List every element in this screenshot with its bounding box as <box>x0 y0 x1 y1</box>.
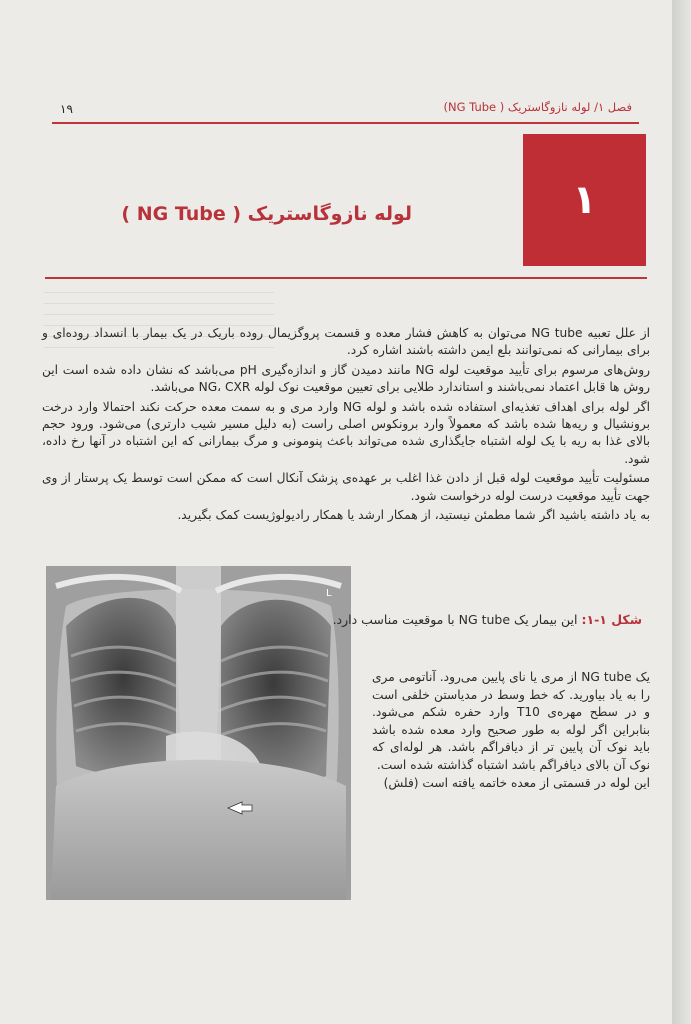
running-header <box>52 98 647 120</box>
chapter-rule <box>45 277 647 279</box>
body-text <box>42 325 650 526</box>
page-number: ۱۹ <box>60 102 73 116</box>
running-header-title: فصل ۱/ لوله نازوگاستریک ( NG Tube) <box>443 100 632 114</box>
paragraph: از علل تعبیه NG tube می‌توان به کاهش فشار معده و قسمت پروگزیمال روده باریک در یک بیمار با انسداد روده‌ای و برای بیمارانی که نمی‌توانند بلع ایمن داشته باشند اشاره کرد. <box>42 326 650 358</box>
xray-drawing <box>46 566 351 900</box>
paragraph: این لوله در قسمتی از معده خاتمه یافته است (فلش) <box>383 775 650 790</box>
paragraph: روش‌های مرسوم برای تأیید موقعیت لوله NG مانند دمیدن گاز و اندازه‌گیری pH می‌باشد که نشان داده شده است این روش ها قابل اعتماد نمی‌باشند و استاندارد طلایی برای تعیین موقعیت نوک لوله NG، CXR می‌باشد. <box>42 362 650 395</box>
paragraph: یک NG tube از مری یا نای پایین می‌رود. آناتومی مری را به یاد بیاورید. که خط وسط در مدیاستن خلفی است و در سطح مهره‌ی T10 وارد حفره شکم می‌شود. بنابراین اگر لوله به طور صحیح وارد معده شده باشد باید نوک آن پایین تر از دیافراگم باشد. هر لوله‌ای که نوک آن بالای دیافراگم باشد اشتباه گذاشته شده است. <box>372 670 650 772</box>
figure-description <box>372 669 650 792</box>
chapter-number: ۱ <box>572 177 597 223</box>
chapter-title: لوله نازوگاستریک ( NG Tube ) <box>121 203 412 225</box>
figure-caption <box>332 612 642 627</box>
side-marker: L <box>326 588 332 599</box>
paragraph: اگر لوله برای اهداف تغذیه‌ای استفاده شده باشد و لوله NG وارد مری و به سمت معده حرکت نکند احتمالا وارد درخت برونشیال و ریه‌ها شده باشد که معمولاً وارد برونکوس اصلی راست (به دلیل مسیر شیب دارتری) می‌شود. ورود حجم بالای غذا به ریه با یک لوله اشتباه جایگذاری شده می‌تواند باعث پنومونی و مرگ بیمارانی که این اشتباه در آنها رخ داده، شود. <box>42 399 650 466</box>
paragraph: به یاد داشته باشید اگر شما مطمئن نیستید، از همکار ارشد یا همکار رادیولوژیست کمک بگیرید. <box>177 508 650 523</box>
chapter-number-box <box>523 134 646 266</box>
figure-label: شکل ۱-۱: <box>581 612 642 627</box>
figure-caption-text: این بیمار یک NG tube با موقعیت مناسب دارد. <box>332 612 578 627</box>
page-edge <box>672 0 691 1024</box>
header-rule <box>52 122 639 124</box>
paragraph: مسئولیت تأیید موقعیت لوله قبل از دادن غذا اغلب بر عهده‌ی پزشک آنکال است که ممکن است توسط یک پرستار از وی جهت تأیید موقعیت درست لوله درخواست شود. <box>42 471 650 503</box>
chest-xray-image <box>46 566 351 900</box>
